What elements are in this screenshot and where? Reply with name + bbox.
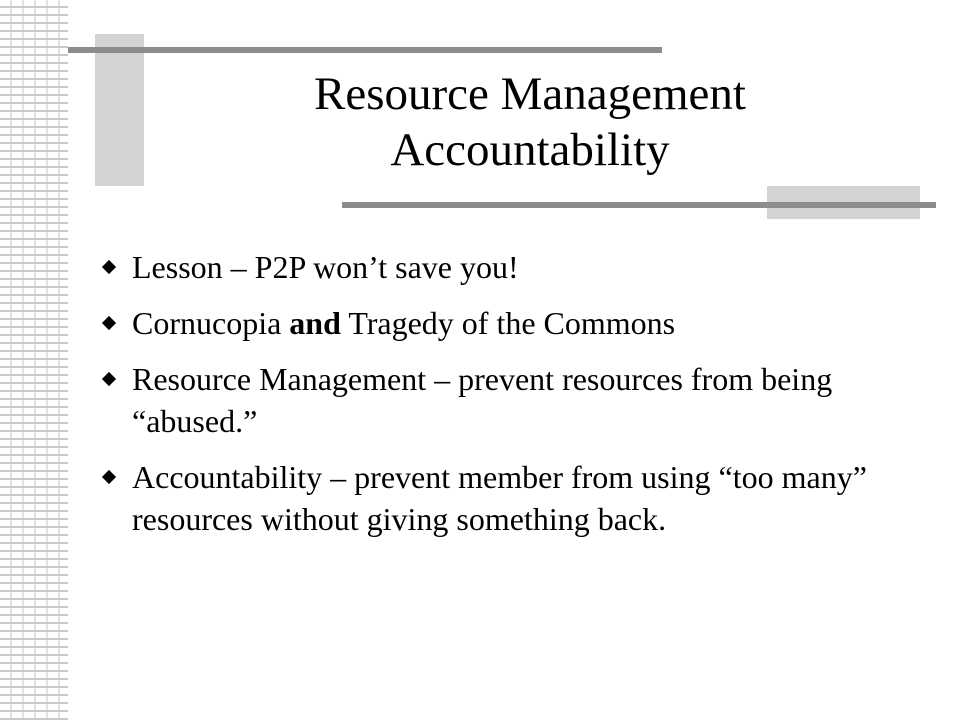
bullet-text-bold: and [289,305,341,341]
bullet-list [100,246,920,554]
diamond-bullet-icon [102,372,116,386]
bullet-item-lesson [100,246,920,288]
bullet-text-pre: Cornucopia [132,305,290,341]
bullet-item-accountability [100,456,920,540]
diamond-bullet-icon [102,316,116,330]
bullet-text: Resource Management – prevent resources from being “abused.” [132,361,833,439]
top-gray-block [95,34,144,186]
bullet-item-resource-management [100,358,920,442]
bullet-text: Accountability – prevent member from using “too many” resources without giving something back. [132,459,867,537]
slide-title-line-1: Resource Management [314,68,746,120]
slide-title-line-2: Accountability [390,124,670,176]
bottom-rule-line [342,202,936,208]
diamond-bullet-icon [102,260,116,274]
diamond-bullet-icon [102,470,116,484]
left-stripe-decoration [0,0,68,720]
top-rule-line [68,47,662,53]
slide-title [150,66,910,178]
bullet-item-cornucopia [100,302,920,344]
bullet-text-post: Tragedy of the Commons [340,305,676,341]
bullet-text: Lesson – P2P won’t save you! [132,249,519,285]
